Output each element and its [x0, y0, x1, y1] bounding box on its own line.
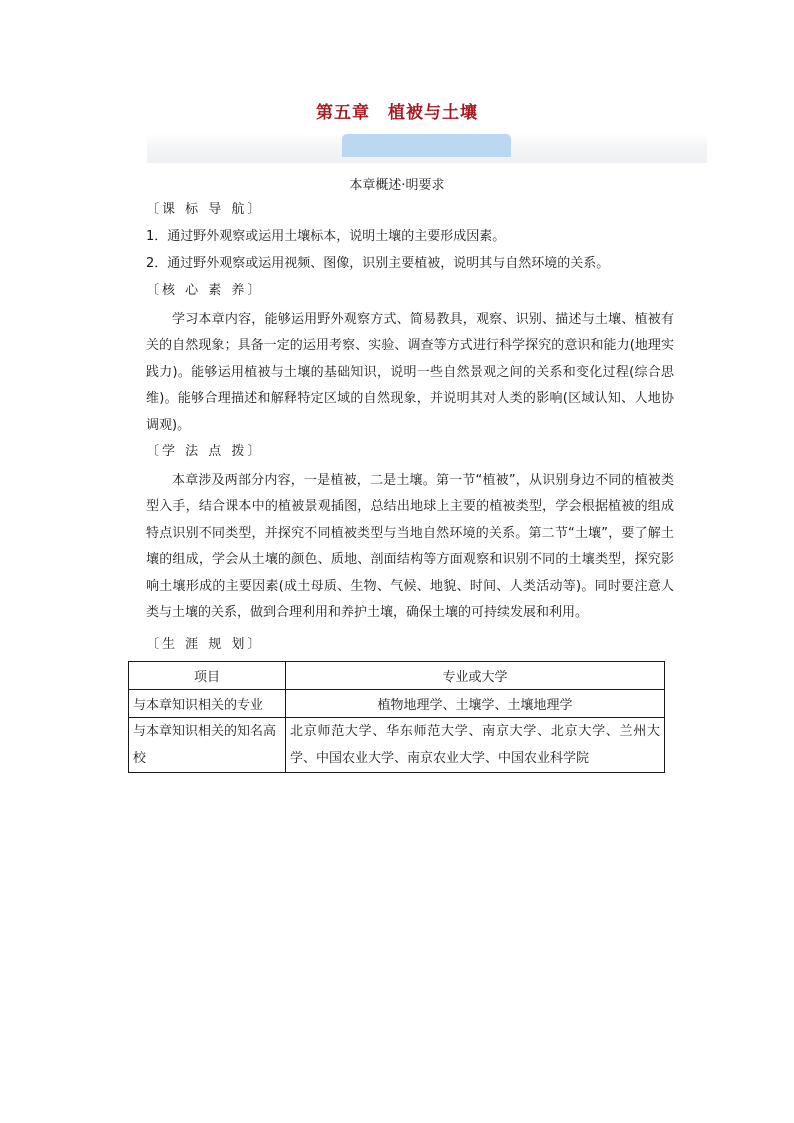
table-cell: 与本章知识相关的知名高校: [129, 718, 286, 773]
curriculum-heading: 〔课 标 导 航〕: [146, 202, 264, 217]
table-header-row: [129, 662, 665, 690]
table-cell: 植物地理学、土壤学、土壤地理学: [286, 690, 665, 718]
curriculum-item-1: 1．通过野外观察或运用土壤标本，说明土壤的主要形成因素。: [146, 229, 506, 244]
table-cell: 与本章知识相关的专业: [129, 690, 286, 718]
career-heading: 〔生 涯 规 划〕: [146, 637, 264, 652]
chapter-title: 第五章 植被与土壤: [316, 103, 478, 123]
section-banner-tab: [342, 134, 511, 157]
table-cell: 北京师范大学、华东师范大学、南京大学、北京大学、兰州大学、中国农业大学、南京农业大学、中国农业科学院: [286, 718, 665, 773]
literacy-paragraph: 学习本章内容，能够运用野外观察方式、简易教具，观察、识别、描述与土壤、植被有关的自然现象；具备一定的运用考察、实验、调查等方式进行科学探究的意识和能力(地理实践力)。能够运用植被与土壤的基础知识，说明一些自然景观之间的关系和变化过程(综合思维)。能够合理描述和解释特定区域的自然现象，并说明其对人类的影响(区域认知、人地协调观)。: [146, 312, 674, 433]
table-header-cell: 项目: [129, 662, 286, 690]
table-row: [129, 690, 665, 718]
method-heading: 〔学 法 点 拨〕: [146, 444, 264, 459]
method-paragraph: 本章涉及两部分内容，一是植被，二是土壤。第一节“植被”，从识别身边不同的植被类型入手，结合课本中的植被景观插图，总结出地球上主要的植被类型，学会根据植被的组成特点识别不同类型，并探究不同植被类型与当地自然环境的关系。第二节“土壤”，要了解土壤的组成，学会从土壤的颜色、质地、剖面结构等方面观察和识别不同的土壤类型，探究影响土壤形成的主要因素(成土母质、生物、气候、地貌、时间、人类活动等)。同时要注意人类与土壤的关系，做到合理利用和养护土壤，确保土壤的可持续发展和利用。: [146, 473, 674, 621]
curriculum-item-2: 2．通过野外观察或运用视频、图像，识别主要植被，说明其与自然环境的关系。: [146, 256, 610, 271]
literacy-heading: 〔核 心 素 养〕: [146, 283, 264, 298]
career-table: [128, 661, 665, 773]
section-title: 本章概述·明要求: [349, 178, 445, 193]
table-row: [129, 718, 665, 773]
table-header-cell: 专业或大学: [286, 662, 665, 690]
